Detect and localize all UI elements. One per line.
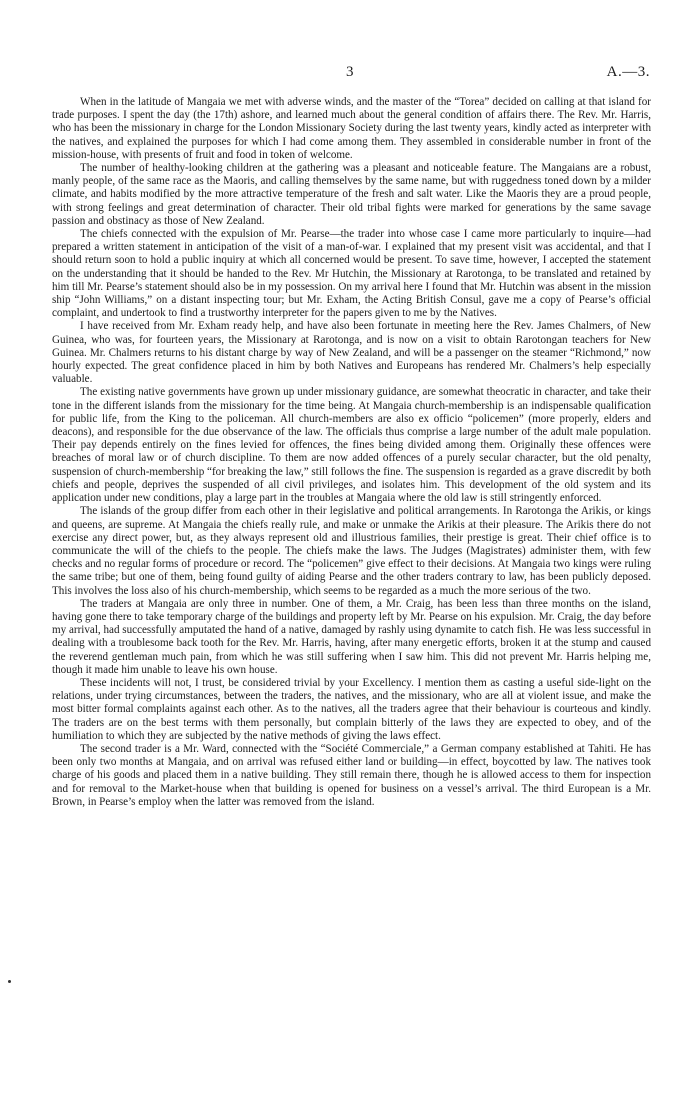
paragraph: The islands of the group differ from each other in their legislative and political arrangements. In Rarotonga the Arikis, or kings and queens, are supreme. At Mangaia the chiefs really rule, and make or unmake the Arikis at their pleasure. The Arikis there do not exercise any direct power, but, as they always represent old and illustrious families, their prestige is great. Their chief office is to communicate the will of the chiefs to the people. The chiefs make the laws. The Judges (Magistrates) administer them, with few checks and no regular forms of procedure or record. The “policemen” give effect to their decisions. At Mangaia two kings were ruling the same tribe; but one of them, being found guilty of aiding Pearse and the other traders contrary to law, has been publicly deposed. This involves the loss also of his church-membership, which seems to be regarded as a much the more serious of the two.: [52, 505, 651, 597]
page-number: 3: [346, 64, 354, 80]
paragraph: I have received from Mr. Exham ready help, and have also been fortunate in meeting here the Rev. James Chalmers, of New Guinea, who was, for fourteen years, the Missionary at Rarotonga, and is now on a visit to obtain Rarotongan teachers for New Guinea. Mr. Chalmers returns to his distant charge by way of New Zealand, and will be a passenger on the steamer “Richmond,” now hourly expected. The great confidence placed in him by both Natives and Europeans has rendered Mr. Chalmers’s help especially valuable.: [52, 320, 651, 386]
paragraph: The number of healthy-looking children at the gathering was a pleasant and noticeable feature. The Mangaians are a robust, manly people, of the same race as the Maoris, and calling themselves by the same name, but with ruggedness toned down by a milder climate, and habits modified by the more attractive temperature of the fresh and salt water. Like the Maoris they are a proud people, with strong feelings and great determination of character. Their old tribal fights were marked for generations by the same savage passion and obstinacy as those of New Zealand.: [52, 162, 651, 227]
margin-mark: [8, 980, 11, 983]
paragraph: The traders at Mangaia are only three in number. One of them, a Mr. Craig, has been less than three months on the island, having gone there to take temporary charge of the buildings and property left by Mr. Pearse on his expulsion. Mr. Craig, the day before my arrival, had successfully amputated the hand of a native, damaged by rashly using dynamite to catch fish. He was less successful in dealing with a troublesome back tooth for the Rev. Mr. Harris, having, after many energetic efforts, broken it at the stump and caused the reverend gentleman much pain, from which he was still suffering when I saw him. This did not prevent Mr. Harris helping me, though it made him unable to leave his own house.: [52, 597, 652, 676]
paragraph: The chiefs connected with the expulsion of Mr. Pearse—the trader into whose case I came more particularly to inquire—had prepared a written statement in anticipation of the visit of a man-of-war. I explained that my present visit was accidental, and that I should return soon to hold a public inquiry at which all concerned would be present. To save time, however, I accepted the statement on the understanding that it should be handed to the Rev. Mr Hutchin, the Missionary at Rarotonga, to be translated and retained by him till Mr. Pearse’s statement should also be in my possession. On my arrival here I found that Mr. Hutchin was absent in the mission ship “John Williams,” on a distant inspecting tour; but Mr. Exham, the Acting British Consul, gave me a copy of Pearse’s official complaint, and undertook to find a trustworthy interpreter for the papers given to me by the Natives.: [52, 228, 651, 320]
paragraph: The second trader is a Mr. Ward, connected with the “Société Commerciale,” a German company established at Tahiti. He has been only two months at Mangaia, and on arrival was refused either land or building—in effect, boycotted by law. The natives took charge of his goods and placed them in a native building. They still remain there, though he is allowed access to them for inspection and for removal to the Market-house when that building is opened for business on a vessel’s arrival. The third European is a Mr. Brown, in Pearse’s employ when the latter was removed from the island.: [52, 742, 651, 808]
paragraph: The existing native governments have grown up under missionary guidance, are somewhat theocratic in character, and take their tone in the different islands from the missionary for the time being. At Mangaia church-membership is an indispensable qualification for public life, from the King to the policeman. All church-members are also ex officio “policemen” (more properly, elders and deacons), and responsible for the due observance of the law. The officials thus comprise a large number of the adult male population. Their pay depends entirely on the fines levied for offences, the fines being divided among them. Originally these offences were breaches of moral law or of church discipline. To them are now added offences of a purely secular character, but the old penalty, suspension of church-membership “for breaking the law,” still follows the fine. The suspension is regarded as a grave discredit by both chiefs and people, deprives the suspended of all civil privileges, and isolates him. This development of the old system and its application under new conditions, play a large part in the troubles at Mangaia where the old law is still stringently enforced.: [52, 386, 651, 505]
body-text: [52, 96, 651, 809]
paragraph: These incidents will not, I trust, be considered trivial by your Excellency. I mention them as casting a useful side-light on the relations, under trying circumstances, between the traders, the natives, and the missionary, who are all at violent issue, and make the most bitter formal complaints against each other. As to the natives, all the traders agree that their behaviour is courteous and kindly. The traders are on the best terms with them personally, but complain bitterly of the laws they are expected to obey, and of the humiliation to which they are subjected by the native methods of giving the laws effect.: [52, 676, 651, 742]
paragraph: When in the latitude of Mangaia we met with adverse winds, and the master of the “Torea” decided on calling at that island for trade purposes. I spent the day (the 17th) ashore, and learned much about the general condition of affairs there. The Rev. Mr. Harris, who has been the missionary in charge for the London Missionary Society during the last twenty years, kindly acted as interpreter with the natives, and explained the purposes for which I had come among them. They assembled in considerable number in front of the mission-house, with presents of fruit and food in token of welcome.: [52, 96, 651, 161]
document-reference: A.—3.: [606, 64, 650, 80]
